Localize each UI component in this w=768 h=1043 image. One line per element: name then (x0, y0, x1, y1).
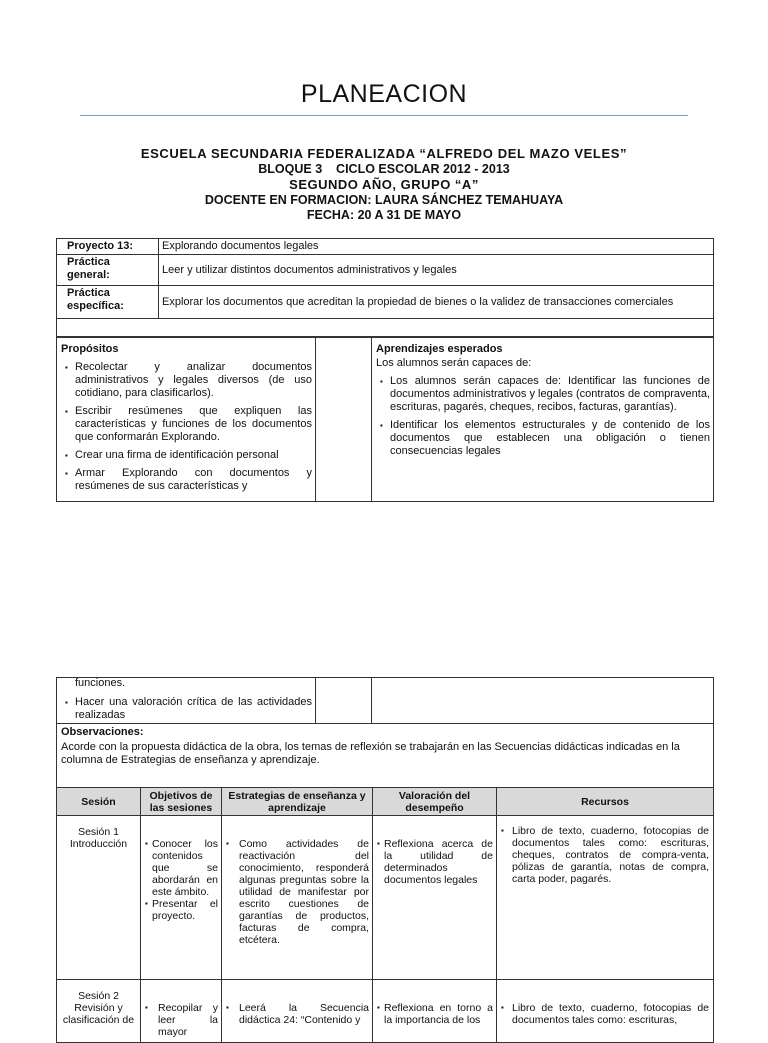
table-row (57, 980, 714, 1043)
column-header: Objetivos de las sesiones (141, 788, 222, 816)
school-name: ESCUELA SECUNDARIA FEDERALIZADA “ALFREDO DEL MAZO VELES” (140, 146, 628, 161)
list-item: ▪ Crear una firma de identificación personal (65, 449, 279, 461)
list-item: ▪ Leerá la Secuencia didáctica 24: “Contenido y (226, 1002, 369, 1026)
row-label: Proyecto 13: (57, 239, 159, 255)
list-item: ▪ Reflexiona en torno a la importancia de los (377, 1002, 493, 1026)
table-row (57, 255, 714, 286)
table-row (57, 816, 714, 980)
row-label: Práctica general: (57, 255, 159, 286)
list-item: ▪ Escribir resúmenes que expliquen las características y funciones de los documentos que conformarán Explorando. (65, 405, 312, 443)
spacer-cell (315, 337, 372, 502)
list-item: ▪ Libro de texto, cuaderno, fotocopias de documentos tales como: escrituras, (501, 1002, 709, 1026)
list-item: ▪ Armar Explorando con documentos y resúmenes de sus características y (65, 467, 312, 492)
bullet-icon: ▪ (65, 363, 68, 372)
purposes-continued-cell (56, 677, 316, 724)
strategies-cell (222, 816, 373, 980)
bullet-icon: ▪ (65, 469, 68, 478)
grade-line: SEGUNDO AÑO, GRUPO “A” (289, 177, 479, 192)
session-cell: Sesión 2 Revisión y clasificación de (57, 980, 141, 1043)
list-item: ▪ Libro de texto, cuaderno, fotocopias de documentos tales como: escrituras, cheques, contratos de compra-venta, pólizas de garantía, notas de compra, carta poder, pagarés. (501, 825, 709, 885)
purposes-continued-text: funciones. (75, 677, 126, 689)
bullet-icon: ▪ (145, 899, 148, 908)
bullet-icon: ▪ (377, 1003, 380, 1012)
observations-text: Acorde con la propuesta didáctica de la obra, los temas de reflexión se trabajarán en las Secuencias didácticas indicadas en la columna de Estrategias de enseñanza y aprendizaje. (61, 741, 680, 766)
purposes-list (61, 361, 312, 493)
row-value: Leer y utilizar distintos documentos administrativos y legales (159, 255, 714, 286)
resources-cell (497, 816, 714, 980)
objectives-cell (141, 980, 222, 1043)
bullet-icon: ▪ (380, 421, 383, 430)
bullet-icon: ▪ (65, 407, 68, 416)
objectives-cell (141, 816, 222, 980)
list-item: ▪ Conocer los contenidos que se abordarán en este ámbito. (145, 838, 218, 898)
session-cell: Sesión 1 Introducción (57, 816, 141, 980)
learning-cell (371, 337, 714, 502)
title-divider (80, 115, 688, 116)
row-label: Práctica específica: (57, 286, 159, 319)
bullet-icon: ▪ (65, 451, 68, 460)
resources-cell (497, 980, 714, 1043)
bullet-icon: ▪ (501, 1003, 504, 1012)
column-header: Recursos (497, 788, 714, 816)
page-title: PLANEACION (300, 80, 468, 108)
bullet-icon: ▪ (145, 1003, 148, 1012)
learning-heading: Aprendizajes esperados (376, 343, 503, 355)
purposes-heading: Propósitos (61, 343, 119, 355)
bullet-icon: ▪ (226, 839, 229, 848)
sessions-table (56, 787, 714, 1043)
learning-intro: Los alumnos serán capaces de: (376, 357, 532, 369)
list-item: ▪ Los alumnos serán capaces de: Identificar las funciones de documentos administrativos y legales (contratos de compraventa, escrituras, pagarés, cheques, recibos, facturas, garantías). (380, 375, 710, 413)
purposes-cell (56, 337, 316, 502)
assessment-cell (373, 816, 497, 980)
list-item: ▪ Como actividades de reactivación del conocimiento, responderá algunas preguntas sobre la utilidad de manifestar por escrito cuestiones de garantías de productos, facturas de compra, etcétera. (226, 838, 369, 946)
list-item: ▪ Presentar el proyecto. (145, 898, 218, 922)
purposes-continued-list (61, 696, 312, 722)
document-header (0, 146, 768, 224)
bullet-icon: ▪ (145, 839, 148, 848)
observations-cell (56, 723, 714, 788)
date-line: FECHA: 20 A 31 DE MAYO (306, 208, 462, 222)
column-header: Sesión (57, 788, 141, 816)
list-item: ▪ Recolectar y analizar documentos administrativos y legales diversos (de uso cotidiano, para clasificarlos). (65, 361, 312, 399)
bullet-icon: ▪ (377, 839, 380, 848)
learning-list (376, 375, 710, 458)
column-header: Estrategias de enseñanza y aprendizaje (222, 788, 373, 816)
list-item: ▪ Hacer una valoración crítica de las actividades realizadas (65, 696, 312, 721)
row-value: Explorando documentos legales (159, 239, 714, 255)
table-header-row (57, 788, 714, 816)
teacher-line: DOCENTE EN FORMACION: LAURA SÁNCHEZ TEMAHUAYA (204, 192, 564, 207)
strategies-cell (222, 980, 373, 1043)
block-line: BLOQUE 3 CICLO ESCOLAR 2012 - 2013 (258, 161, 510, 176)
assessment-cell (373, 980, 497, 1043)
bullet-icon: ▪ (226, 1003, 229, 1012)
list-item: ▪ Recopilar y leer la mayor (145, 1002, 218, 1038)
row-value: Explorar los documentos que acreditan la propiedad de bienes o la validez de transacciones comerciales (159, 286, 714, 319)
bullet-icon: ▪ (380, 377, 383, 386)
project-info-table (56, 238, 714, 337)
observations-heading: Observaciones: (61, 726, 144, 738)
column-header: Valoración del desempeño (373, 788, 497, 816)
table-row-empty (57, 319, 714, 337)
spacer-cell (315, 677, 372, 724)
table-row (57, 239, 714, 255)
bullet-icon: ▪ (65, 698, 68, 707)
list-item: ▪ Identificar los elementos estructurales y de contenido de los documentos que establecen una obligación o tienen consecuencias legales (380, 419, 710, 457)
list-item: ▪ Reflexiona acerca de la utilidad de determinados documentos legales (377, 838, 493, 886)
bullet-icon: ▪ (501, 826, 504, 835)
table-row (57, 286, 714, 319)
learning-continued-cell (371, 677, 714, 724)
